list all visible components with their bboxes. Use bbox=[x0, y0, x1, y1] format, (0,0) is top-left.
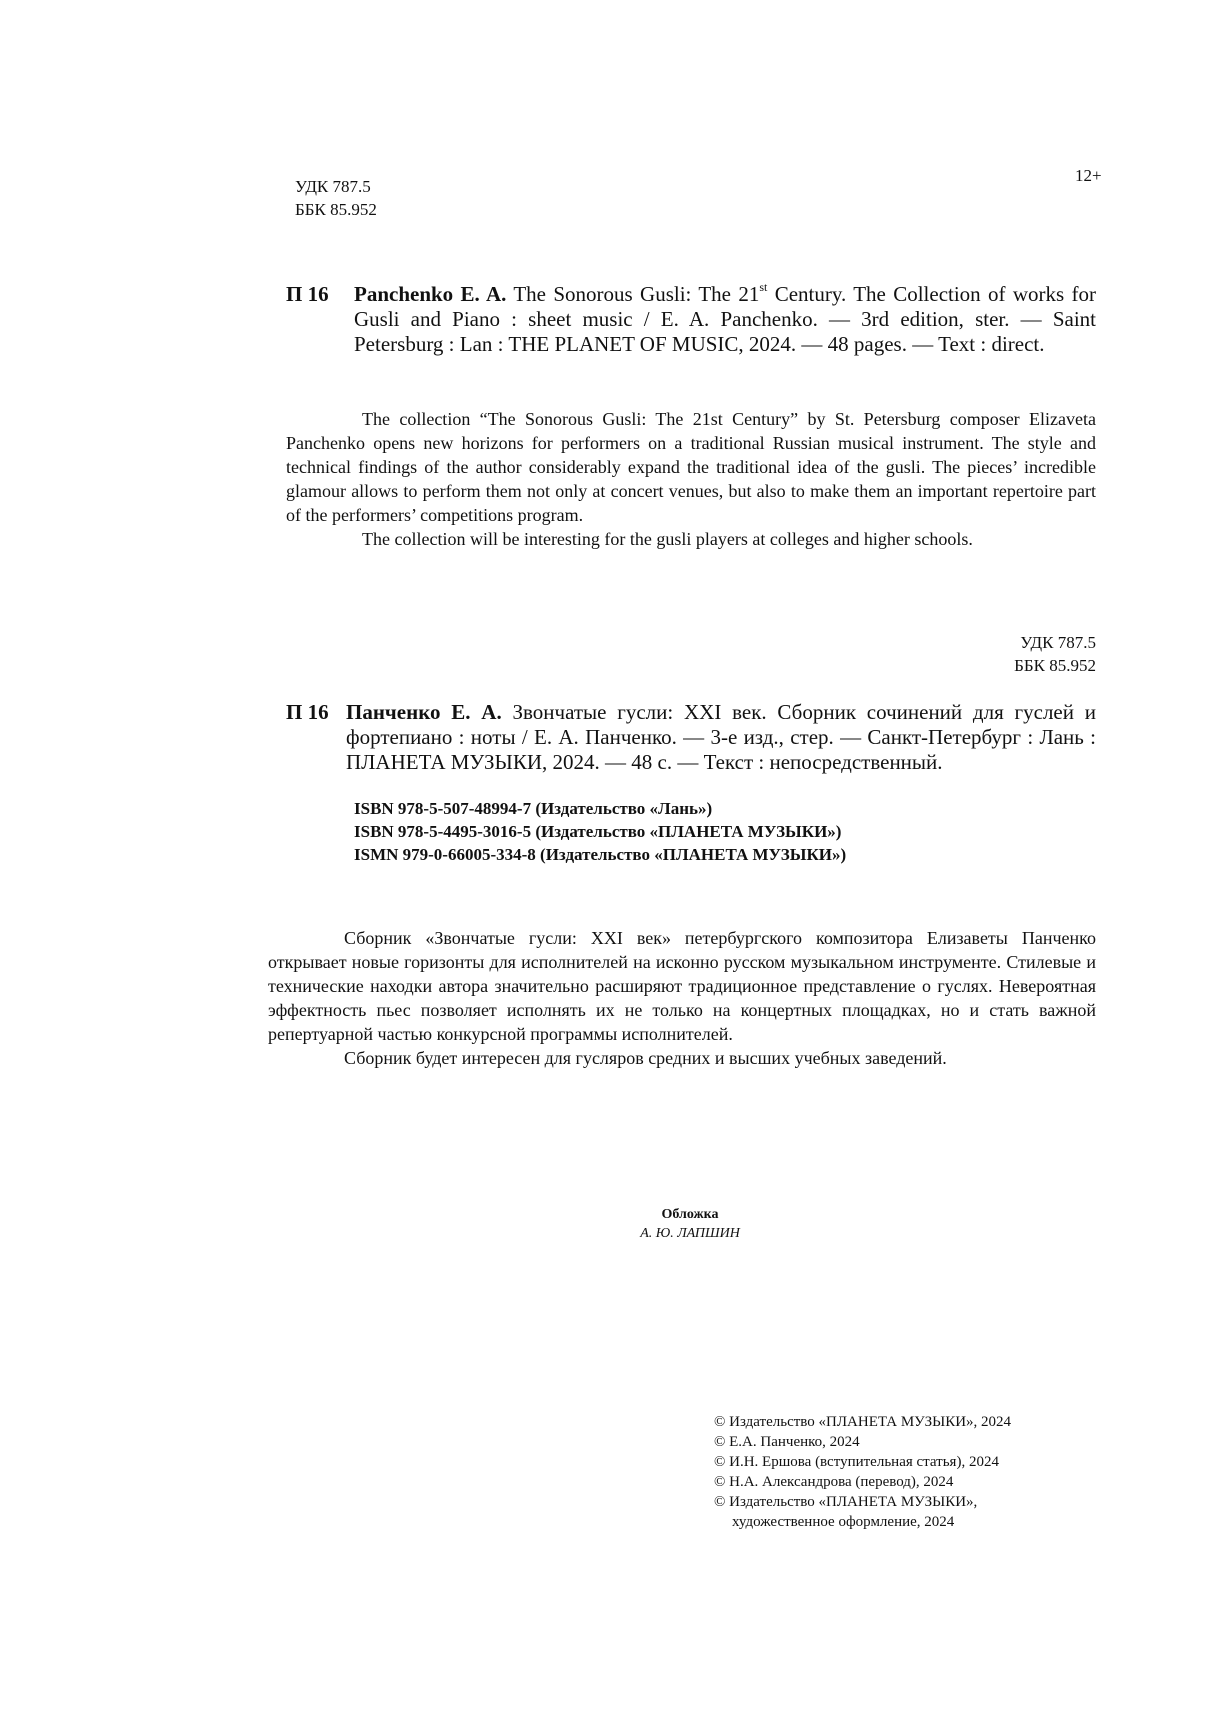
ismn-line: ISMN 979-0-66005-334-8 (Издательство «ПЛАНЕТА МУЗЫКИ») bbox=[354, 845, 847, 864]
cover-artist: А. Ю. ЛАПШИН bbox=[640, 1226, 740, 1241]
title-start: The Sonorous Gusli: The 21 bbox=[513, 282, 760, 306]
age-rating: 12+ bbox=[1075, 166, 1102, 185]
author-sign: П 16 bbox=[286, 700, 329, 724]
isbn-block bbox=[354, 797, 846, 866]
top-classification bbox=[295, 175, 377, 221]
author-name: Панченко Е. А. bbox=[346, 700, 502, 724]
cover-credit bbox=[560, 1205, 820, 1243]
bbk-code: ББК 85.952 bbox=[1014, 656, 1096, 675]
annotation-paragraph: The collection “The Sonorous Gusli: The 21st Century” by St. Petersburg composer Elizaveta Panchenko opens new horizons for performers on a traditional Russian musical instrument. The style and technical findings of the author considerably expand the traditional idea of the gusli. The pieces’ incredible glamour allows to perform them not only at concert venues, but also to make them an important repertoire part of the performers’ competitions program. bbox=[286, 409, 1096, 525]
annotation-paragraph: Сборник «Звончатые гусли: XXI век» петербургского композитора Елизаветы Панченко открывает новые горизонты для исполнителей на исконно русском музыкальном инструменте. Стилевые и технические находки автора значительно расширяют традиционное представление о гуслях. Невероятная эффектность пьес позволяет исполнять их не только на концертных площадках, но и стать важной репертуарной частью конкурсной программы исполнителей. bbox=[268, 928, 1096, 1044]
copyright-line: © Издательство «ПЛАНЕТА МУЗЫКИ», bbox=[714, 1494, 978, 1510]
annotation-en bbox=[286, 407, 1096, 551]
isbn-line: ISBN 978-5-507-48994-7 (Издательство «Лань») bbox=[354, 799, 713, 818]
bottom-classification bbox=[1014, 631, 1096, 677]
ordinal-suffix: st bbox=[759, 280, 768, 294]
udk-code: УДК 787.5 bbox=[1020, 633, 1096, 652]
copyright-line: художественное оформление, 2024 bbox=[732, 1514, 955, 1530]
entry-rest: Century. The Collection of works for Gusli and Piano : sheet music / E. A. Panchenko. — 3rd edition, ster. — Saint Petersburg : Lan : THE PLANET OF MUSIC, 2024. — 48 pages. — Text : direct. bbox=[354, 282, 1097, 356]
copyright-line: © Е.А. Панченко, 2024 bbox=[714, 1434, 860, 1450]
bbk-code: ББК 85.952 bbox=[295, 200, 377, 219]
entry-body-en bbox=[354, 282, 1096, 357]
copyright-block bbox=[714, 1412, 1011, 1532]
cover-label: Обложка bbox=[661, 1207, 719, 1222]
entry-rest: Звончатые гусли: XXI век. Сборник сочинений для гуслей и фортепиано : ноты / Е. А. Панченко. — 3-е изд., стер. — Санкт-Петербург : Лань : ПЛАНЕТА МУЗЫКИ, 2024. — 48 с. — Текст : непосредственный. bbox=[346, 700, 1096, 774]
annotation-paragraph: Сборник будет интересен для гусляров средних и высших учебных заведений. bbox=[344, 1048, 947, 1068]
copyright-line: © Н.А. Александрова (перевод), 2024 bbox=[714, 1474, 954, 1490]
entry-body-ru bbox=[346, 700, 1096, 775]
udk-code: УДК 787.5 bbox=[295, 177, 371, 196]
author-name: Panchenko E. A. bbox=[354, 282, 507, 306]
copyright-line: © И.Н. Ершова (вступительная статья), 2024 bbox=[714, 1454, 999, 1470]
annotation-paragraph: The collection will be interesting for the gusli players at colleges and higher schools. bbox=[362, 529, 973, 549]
isbn-line: ISBN 978-5-4495-3016-5 (Издательство «ПЛАНЕТА МУЗЫКИ») bbox=[354, 822, 842, 841]
copyright-line: © Издательство «ПЛАНЕТА МУЗЫКИ», 2024 bbox=[714, 1414, 1012, 1430]
bibliographic-entry-ru bbox=[286, 700, 1096, 775]
author-sign: П 16 bbox=[286, 282, 329, 306]
bibliographic-entry-en bbox=[286, 282, 1096, 357]
annotation-ru bbox=[268, 926, 1096, 1070]
